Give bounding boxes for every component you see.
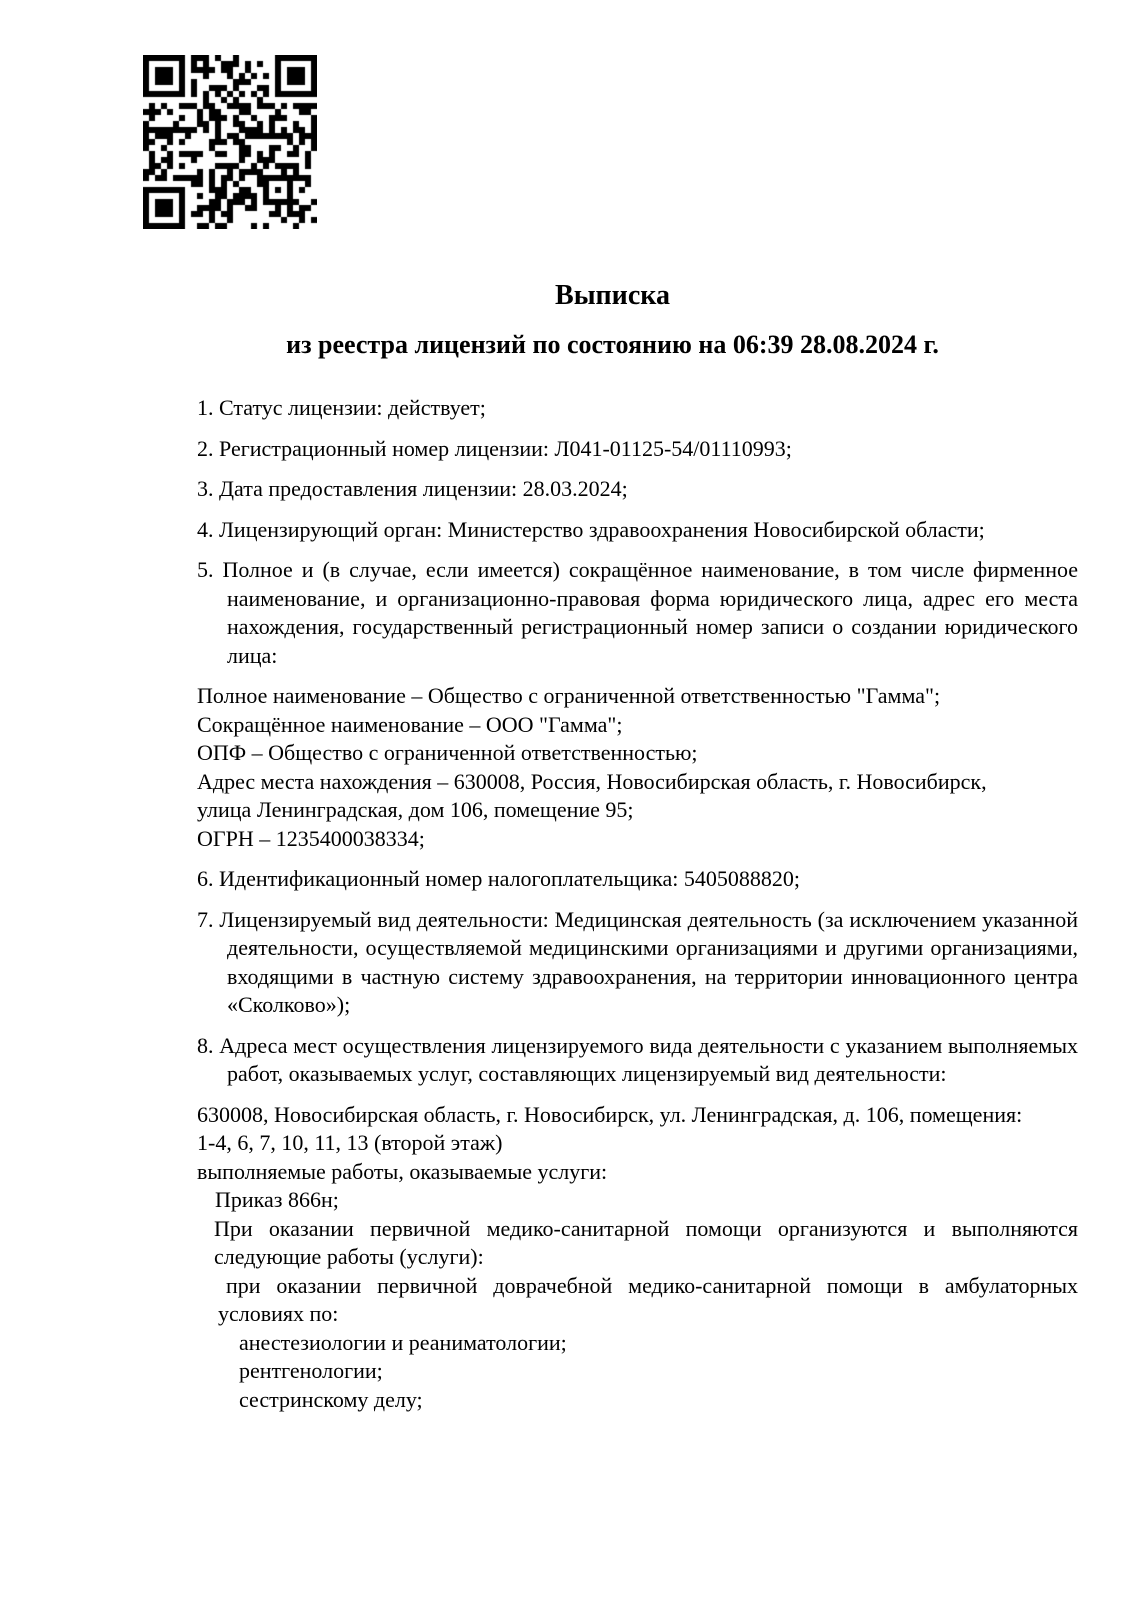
activity-address-line-1: 630008, Новосибирская область, г. Новосибирск, ул. Ленинградская, д. 106, помещения: xyxy=(197,1101,1023,1127)
performed-works-label: выполняемые работы, оказываемые услуги: xyxy=(197,1158,608,1184)
works-services-block xyxy=(197,1186,1078,1414)
document-body xyxy=(197,394,1078,1414)
item-number: 3. xyxy=(197,476,214,501)
page-subtitle: из реестра лицензий по состоянию на 06:39 28.08.2024 г. xyxy=(286,330,939,359)
service-radiology: рентгенологии; xyxy=(239,1358,383,1383)
service-nursing: сестринскому делу; xyxy=(239,1386,423,1412)
document-headings xyxy=(197,0,1028,361)
org-legal-form: ОПФ – Общество с ограниченной ответственностью; xyxy=(197,740,698,765)
item-text: Лицензирующий орган: Министерство здравоохранения Новосибирской области; xyxy=(219,516,985,542)
license-item-status xyxy=(197,394,1078,423)
org-full-name: Полное наименование – Общество с ограниченной ответственностью "Гамма"; xyxy=(197,683,941,708)
order-reference: Приказ 866н; xyxy=(215,1187,339,1212)
item-number: 8. xyxy=(197,1032,214,1058)
org-short-name: Сокращённое наименование – ООО "Гамма"; xyxy=(197,711,623,737)
activity-address-line-2: 1-4, 6, 7, 10, 11, 13 (второй этаж) xyxy=(197,1130,503,1155)
license-item-org-name-heading xyxy=(197,556,1078,670)
license-item-grant-date xyxy=(197,475,1078,504)
license-item-inn xyxy=(197,865,1078,894)
item-number: 4. xyxy=(197,516,214,542)
org-address-line-1: Адрес места нахождения – 630008, Россия, Новосибирская область, г. Новосибирск, xyxy=(197,768,987,794)
item-number: 6. xyxy=(197,866,214,891)
item-number: 7. xyxy=(197,906,214,932)
works-paragraph-prehospital-care: при оказании первичной доврачебной медико-санитарной помощи в амбулаторных условиях по: xyxy=(218,1272,1078,1326)
item-text: Полное и (в случае, если имеется) сокращённое наименование, в том числе фирменное наименование, и организационно-правовая форма юридического лица, адрес его места нахождения, государственный регистрационный номер записи о создании юридического лица: xyxy=(222,557,1079,668)
item-text: Лицензируемый вид деятельности: Медицинская деятельность (за исключением указанной деятельности, осуществляемой медицинскими организациями и другими организациями, входящими в частную систему здравоохранения, на территории инновационного центра «Сколково»); xyxy=(219,906,1079,1017)
org-ogrn: ОГРН – 1235400038334; xyxy=(197,825,425,851)
service-anesthesiology: анестезиологии и реаниматологии; xyxy=(239,1329,567,1355)
page-title: Выписка xyxy=(555,280,670,311)
item-number: 1. xyxy=(197,395,214,420)
license-item-authority xyxy=(197,516,1078,545)
item-text: Статус лицензии: действует; xyxy=(219,395,486,420)
activity-address-block xyxy=(197,1101,1078,1187)
org-details-block xyxy=(197,682,1078,853)
item-text: Адреса мест осуществления лицензируемого вида деятельности с указанием выполняемых работ, оказываемых услуг, составляющих лицензируемый вид деятельности: xyxy=(219,1032,1079,1086)
license-item-activity-type xyxy=(197,906,1078,1020)
item-text: Регистрационный номер лицензии: Л041-01125-54/01110993; xyxy=(219,435,792,461)
item-text: Дата предоставления лицензии: 28.03.2024; xyxy=(219,476,628,501)
license-item-reg-number xyxy=(197,435,1078,464)
license-item-activity-addresses xyxy=(197,1032,1078,1089)
item-number: 2. xyxy=(197,435,214,461)
item-number: 5. xyxy=(197,557,214,582)
org-address-line-2: улица Ленинградская, дом 106, помещение 95; xyxy=(197,797,634,822)
item-text: Идентификационный номер налогоплательщика: 5405088820; xyxy=(219,866,800,891)
works-paragraph-primary-care: При оказании первичной медико-санитарной помощи организуются и выполняются следующие работы (услуги): xyxy=(214,1215,1078,1269)
